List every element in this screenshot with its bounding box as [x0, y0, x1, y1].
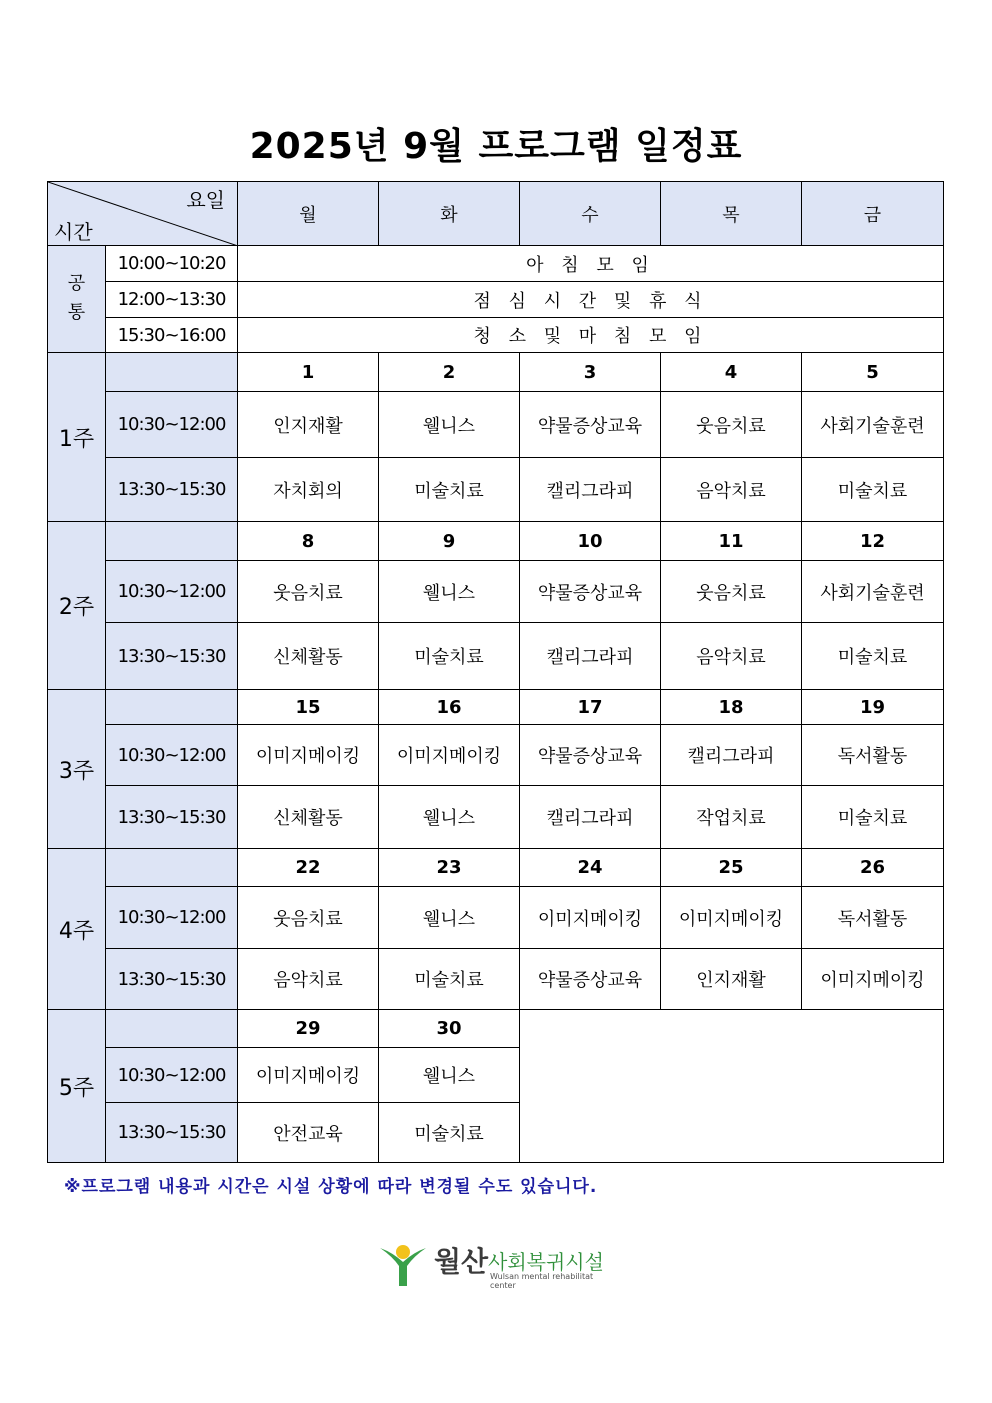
program-cell: 이미지메이킹	[379, 725, 520, 786]
day-header-fri: 금	[802, 182, 944, 246]
afternoon-row	[48, 623, 944, 690]
morning-time: 10:30~12:00	[106, 561, 238, 623]
program-cell: 음악치료	[661, 458, 802, 522]
page-title: 2025년 9월 프로그램 일정표	[249, 126, 743, 167]
morning-row	[48, 887, 944, 949]
program-cell: 신체활동	[238, 623, 379, 690]
date-cell: 11	[661, 522, 802, 561]
date-cell: 23	[379, 849, 520, 887]
logo-english: Wulsan mental rehabilitat center	[490, 1272, 594, 1290]
date-cell: 15	[238, 690, 379, 725]
program-cell: 약물증상교육	[520, 392, 661, 458]
morning-time: 10:30~12:00	[106, 887, 238, 949]
program-cell: 캘리그라피	[520, 623, 661, 690]
program-cell: 이미지메이킹	[802, 949, 944, 1010]
program-cell: 웃음치료	[661, 392, 802, 458]
date-cell: 24	[520, 849, 661, 887]
program-cell: 미술치료	[379, 623, 520, 690]
week-time-blank	[106, 849, 238, 887]
day-header-wed: 수	[520, 182, 661, 246]
program-cell: 캘리그라피	[520, 786, 661, 849]
program-cell: 웰니스	[379, 786, 520, 849]
afternoon-row	[48, 949, 944, 1010]
date-cell: 4	[661, 353, 802, 392]
program-cell: 안전교육	[238, 1103, 379, 1163]
corner-cell	[48, 182, 238, 246]
date-cell: 26	[802, 849, 944, 887]
week-label: 4주	[48, 849, 106, 1010]
date-cell: 30	[379, 1010, 520, 1048]
afternoon-time: 13:30~15:30	[106, 786, 238, 849]
program-cell: 자치회의	[238, 458, 379, 522]
week-label: 3주	[48, 690, 106, 849]
program-cell: 독서활동	[802, 887, 944, 949]
afternoon-time: 13:30~15:30	[106, 623, 238, 690]
date-cell: 22	[238, 849, 379, 887]
program-cell: 이미지메이킹	[238, 1048, 379, 1103]
date-cell: 17	[520, 690, 661, 725]
common-activity: 점 심 시 간 및 휴 식	[238, 282, 944, 318]
week-date-row	[48, 849, 944, 887]
program-cell: 음악치료	[661, 623, 802, 690]
common-time: 15:30~16:00	[106, 318, 238, 353]
morning-time: 10:30~12:00	[106, 392, 238, 458]
common-activity: 청 소 및 마 침 모 임	[238, 318, 944, 353]
common-time: 10:00~10:20	[106, 246, 238, 282]
week-date-row	[48, 1010, 944, 1048]
program-cell: 미술치료	[379, 458, 520, 522]
date-cell: 16	[379, 690, 520, 725]
week-label: 1주	[48, 353, 106, 522]
logo-subtitle: 사회복귀시설	[488, 1250, 604, 1274]
program-cell: 이미지메이킹	[661, 887, 802, 949]
empty-cell	[520, 1010, 944, 1163]
program-cell: 웰니스	[379, 561, 520, 623]
program-cell: 인지재활	[238, 392, 379, 458]
schedule-body	[48, 182, 944, 1163]
program-cell: 작업치료	[661, 786, 802, 849]
program-cell: 약물증상교육	[520, 725, 661, 786]
day-header-tue: 화	[379, 182, 520, 246]
common-label: 공 통	[48, 246, 106, 353]
date-cell: 12	[802, 522, 944, 561]
afternoon-row	[48, 458, 944, 522]
program-cell: 캘리그라피	[661, 725, 802, 786]
corner-day-label: 요일	[186, 188, 225, 212]
program-cell: 약물증상교육	[520, 561, 661, 623]
date-cell: 29	[238, 1010, 379, 1048]
date-cell: 10	[520, 522, 661, 561]
program-cell: 이미지메이킹	[520, 887, 661, 949]
program-cell: 인지재활	[661, 949, 802, 1010]
program-cell: 음악치료	[238, 949, 379, 1010]
week-time-blank	[106, 353, 238, 392]
afternoon-time: 13:30~15:30	[106, 458, 238, 522]
footnote: ※프로그램 내용과 시간은 시설 상황에 따라 변경될 수도 있습니다.	[64, 1177, 598, 1197]
week-time-blank	[106, 522, 238, 561]
afternoon-time: 13:30~15:30	[106, 949, 238, 1010]
day-header-mon: 월	[238, 182, 379, 246]
week-time-blank	[106, 1010, 238, 1048]
week-date-row	[48, 522, 944, 561]
afternoon-row	[48, 786, 944, 849]
program-cell: 미술치료	[802, 623, 944, 690]
date-cell: 9	[379, 522, 520, 561]
date-cell: 3	[520, 353, 661, 392]
schedule-table	[47, 181, 944, 1163]
logo	[378, 1240, 618, 1290]
program-cell: 사회기술훈련	[802, 561, 944, 623]
date-cell: 19	[802, 690, 944, 725]
morning-row	[48, 561, 944, 623]
date-cell: 2	[379, 353, 520, 392]
week-label: 5주	[48, 1010, 106, 1163]
morning-row	[48, 392, 944, 458]
program-cell: 미술치료	[802, 458, 944, 522]
date-cell: 8	[238, 522, 379, 561]
program-cell: 미술치료	[379, 1103, 520, 1163]
afternoon-time: 13:30~15:30	[106, 1103, 238, 1163]
common-row	[48, 318, 944, 353]
date-cell: 18	[661, 690, 802, 725]
program-cell: 미술치료	[802, 786, 944, 849]
date-cell: 25	[661, 849, 802, 887]
week-label: 2주	[48, 522, 106, 690]
morning-time: 10:30~12:00	[106, 725, 238, 786]
logo-name: 월산	[434, 1245, 489, 1278]
common-activity: 아 침 모 임	[238, 246, 944, 282]
common-row	[48, 282, 944, 318]
date-cell: 1	[238, 353, 379, 392]
date-cell: 5	[802, 353, 944, 392]
morning-row	[48, 725, 944, 786]
day-header-thu: 목	[661, 182, 802, 246]
program-cell: 캘리그라피	[520, 458, 661, 522]
morning-time: 10:30~12:00	[106, 1048, 238, 1103]
week-date-row	[48, 690, 944, 725]
common-row	[48, 246, 944, 282]
corner-time-label: 시간	[54, 220, 93, 244]
program-cell: 웃음치료	[238, 561, 379, 623]
week-date-row	[48, 353, 944, 392]
header-row	[48, 182, 944, 246]
program-cell: 웰니스	[379, 887, 520, 949]
program-cell: 독서활동	[802, 725, 944, 786]
person-y-logo-icon	[378, 1242, 428, 1288]
program-cell: 이미지메이킹	[238, 725, 379, 786]
program-cell: 약물증상교육	[520, 949, 661, 1010]
program-cell: 사회기술훈련	[802, 392, 944, 458]
program-cell: 웃음치료	[238, 887, 379, 949]
program-cell: 웰니스	[379, 1048, 520, 1103]
week-time-blank	[106, 690, 238, 725]
common-time: 12:00~13:30	[106, 282, 238, 318]
program-cell: 웃음치료	[661, 561, 802, 623]
program-cell: 신체활동	[238, 786, 379, 849]
program-cell: 미술치료	[379, 949, 520, 1010]
program-cell: 웰니스	[379, 392, 520, 458]
